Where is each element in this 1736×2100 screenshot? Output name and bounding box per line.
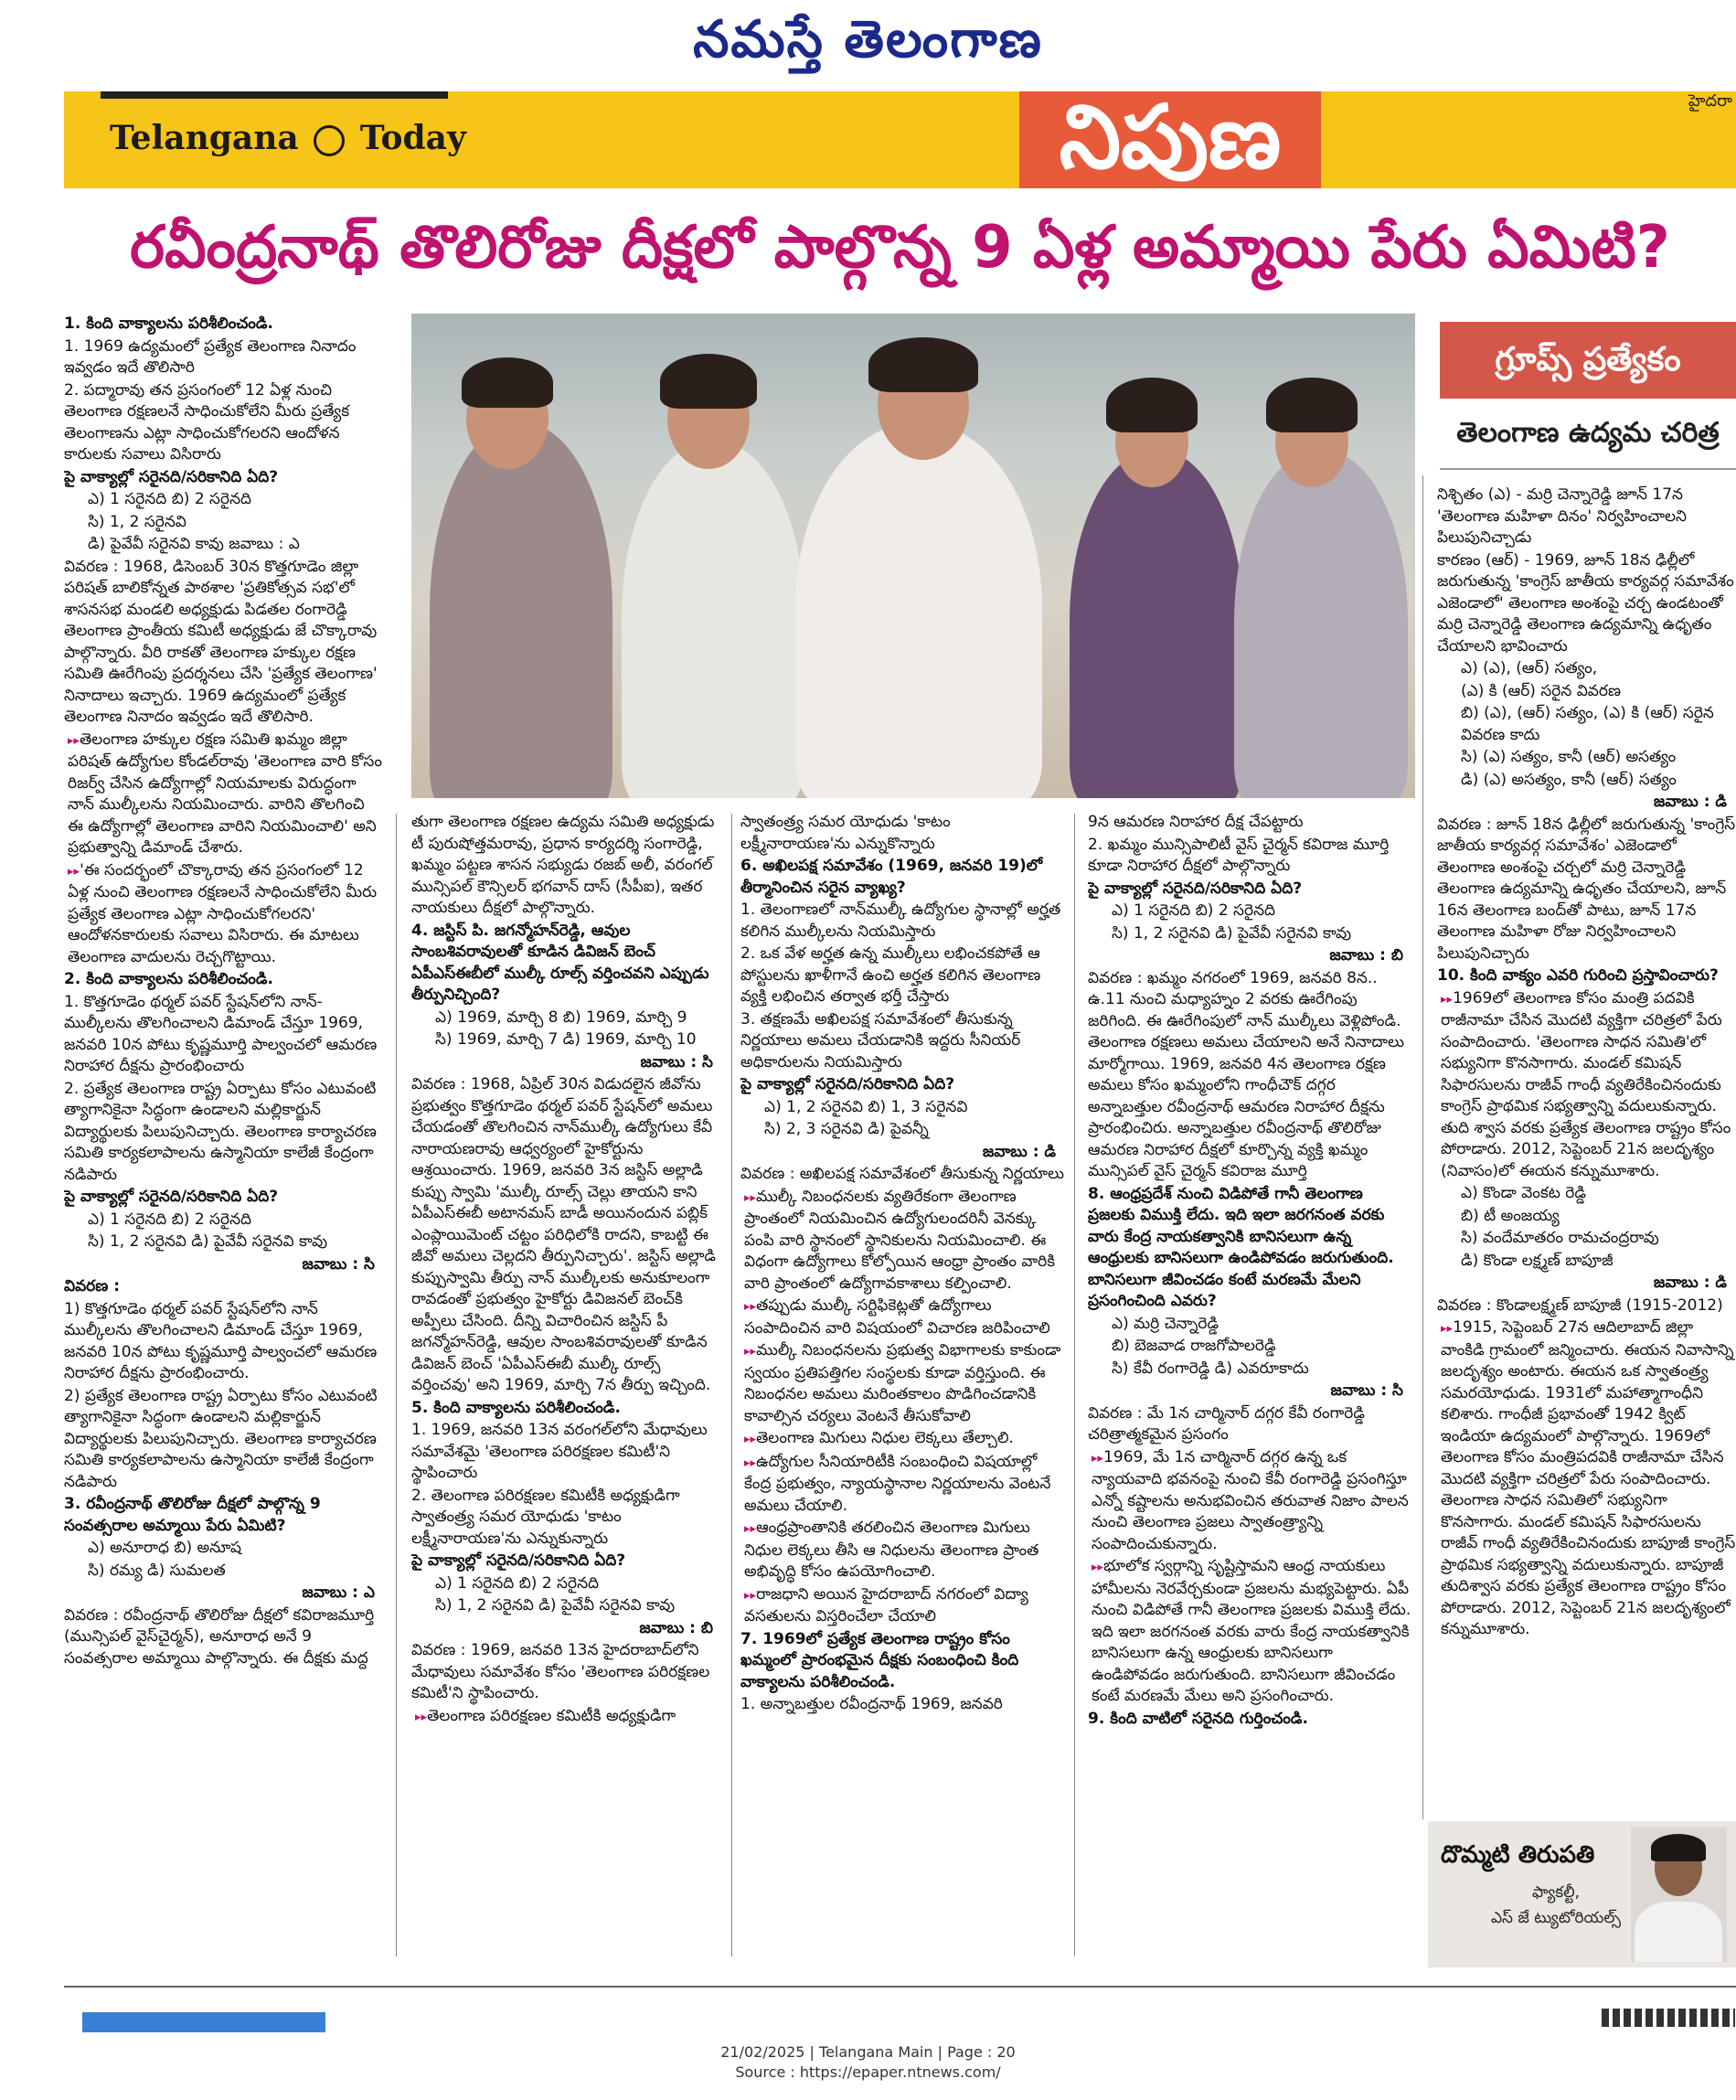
masthead bbox=[0, 0, 1736, 87]
option-text: ఎ) 1 సరైనది బి) 2 సరైనది bbox=[435, 1573, 600, 1593]
question-text: 4. జస్టిస్ పి. జగన్మోహన్‌రెడ్డి, ఆవుల సాంబశివరావులతో కూడిన డివిజన్ బెంచ్ ఏపీఎస్‌ఈబీలో ముల్కీ రూల్స్ వర్తించవని ఎప్పుడు తీర్పునిచ్చింది? bbox=[411, 921, 709, 1004]
option-text: ఎ) (ఎ), (ఆర్) సత్యం, bbox=[1461, 659, 1598, 677]
person-hair bbox=[462, 357, 553, 408]
answer-text: జవాబు : సి bbox=[1330, 1381, 1403, 1400]
answer-text: జవాబు : బి bbox=[639, 1618, 713, 1637]
question-text: పై వాక్యాల్లో సరైనది/సరికానిది ఏది? bbox=[411, 1551, 626, 1570]
question-text: 6. అఖిలపక్ష సమావేశం (1969, జనవరి 19)లో తీర్మానించిన సరైన వ్యాఖ్య? bbox=[740, 857, 1043, 897]
question-text: పై వాక్యాల్లో సరైనది/సరికానిది ఏది? bbox=[64, 467, 279, 486]
answer-text: జవాబు : ఎ bbox=[302, 1583, 375, 1602]
question-text: 1. కింది వాక్యాలను పరిశీలించండి. bbox=[64, 314, 273, 333]
option-text: సి) 1, 2 సరైనవి డి) పైవేవీ సరైనవి కావు bbox=[1112, 923, 1352, 943]
person-figure bbox=[622, 442, 804, 798]
column-divider bbox=[1422, 475, 1423, 1819]
paragraph-text: 3. తక్షణమే అఖిలపక్ష సమావేశంలో తీసుకున్న నిర్ణయాలు అమలు చేయడానికి ఇద్దరు సీనియర్ అధికారులను నియమిస్తారు bbox=[740, 1009, 1021, 1071]
option-text: సి) 1969, మార్చి 7 డి) 1969, మార్చి 10 bbox=[435, 1030, 697, 1049]
paragraph-text: వివరణ : 1968, డిసెంబర్ 30న కొత్తగూడెం జిల్లా పరిషత్ బాలికోన్నత పాఠశాల 'ప్రతికోత్సవ సభ'లో శాసనసభ మండలి అధ్యక్షుడు పిడతల రంగారెడ్డి తెలంగాణ ప్రాంతీయ కమిటీ అధ్యక్షుడు జే చొక్కారావు పాల్గొన్నారు. వీరి రాకతో తెలంగాణ హక్కుల రక్షణ సమితి ఊరేగింపు ప్రదర్శనలు చేసి 'ప్రత్యేక తెలంగాణ' నినాదాలు ఇచ్చారు. 1969 ఉద్యమంలో ప్రత్యేక తెలంగాణ నినాదం ఇవ్వడం ఇదే తొలిసారి. bbox=[64, 557, 378, 726]
source-link[interactable]: Source : https://epaper.ntnews.com/ bbox=[735, 2063, 1001, 2081]
option-text: ఎ) కొండా వెంకట రెడ్డి bbox=[1461, 1184, 1586, 1202]
bottom-rule bbox=[64, 1986, 1736, 1988]
paragraph-text: 2. ఖమ్మం మున్సిపాలిటీ వైస్ చైర్మన్ కవిరాజ మూర్తి కూడా నిరాహార దీక్షలో పాల్గొన్నారు bbox=[1088, 835, 1390, 875]
column-4 bbox=[1088, 812, 1412, 1959]
column-divider bbox=[731, 814, 732, 1956]
column-divider bbox=[1074, 814, 1075, 1956]
column-1 bbox=[64, 314, 384, 1959]
option-text: ఎ) 1 సరైనది బి) 2 సరైనది bbox=[1112, 901, 1276, 920]
column-2 bbox=[411, 812, 722, 1959]
bullet-text: ▸▸ 'ఈ సందర్భంలో చొక్కారావు తన ప్రసంగంలో 12 ఏళ్ల నుంచి తెలంగాణ రక్షణలనే సాధించుకోలేని మీరు ప్రత్యేక తెలంగాణ ఎట్లా సాధించుకోగలరని' ఆందోళనకారులకు సవాలు విసిరారు. ఈ మాటలు తెలంగాణ వాదులను రెచ్చగొట్టాయి. bbox=[64, 860, 384, 969]
author-box bbox=[1428, 1821, 1736, 1967]
edition-info: 21/02/2025 | Telangana Main | Page : 20 bbox=[720, 2043, 1016, 2061]
option-text: బి) (ఎ), (ఆర్) సత్యం, (ఎ) కి (ఆర్) సరైన వివరణ కాదు bbox=[1461, 704, 1714, 744]
paragraph-text: వివరణ : కొండాలక్ష్మణ్ బాపూజీ (1915-2012) bbox=[1437, 1295, 1723, 1315]
page-footer bbox=[0, 2042, 1736, 2083]
telangana-today-logo bbox=[110, 119, 466, 157]
paragraph-text: వివరణ : ఖమ్మం నగరంలో 1969, జనవరి 8న.. ఉ.11 నుంచి మధ్యాహ్నం 2 వరకు ఊరేగింపు జరిగింది. ఈ ఊరేగింపులో నాన్ ముల్కీలు వెళ్లిపోండి. తెలంగాణ రక్షణలు అమలు చేయాలని అనే నినాదాలు మార్మోగాయి. 1969, జనవరి 4న తెలంగాణ రక్షణ అమలు కోసం ఖమ్మంలోని గాంధీచౌక్ దగ్గర అన్నాబత్తుల రవీంద్రనాథ్ ఆమరణ నిరాహార దీక్షను ప్రారంభించిరు. అన్నాబత్తుల రవీంద్రనాథ్ తొలిరోజు ఆమరణ నిరాహార దీక్షలో కూర్చొన్న వ్యక్తి ఖమ్మం మున్సిపల్ వైస్ చైర్మన్ కవిరాజ మూర్తి bbox=[1088, 968, 1405, 1180]
answer-text: జవాబు : సి bbox=[302, 1254, 375, 1274]
groups-special-label: గ్రూప్స్ ప్రత్యేకం bbox=[1440, 322, 1736, 399]
bullet-text: ▸▸ తెలంగాణ మిగులు నిధుల లెక్కలు తేల్చాలి. bbox=[740, 1428, 1065, 1451]
paragraph-text: 2. పద్మారావు తన ప్రసంగంలో 12 ఏళ్ల నుంచి తెలంగాణ రక్షణలనే సాధించుకోలేని మీరు ప్రత్యేక తెలంగాణను ఎట్లా సాధించుకోగలరని ఆందోళన కారులకు సవాలు విసిరారు bbox=[64, 380, 350, 464]
paragraph-text: తుగా తెలంగాణ రక్షణల ఉద్యమ సమితి అధ్యక్షుడు టీ పురుషోత్తమరావు, ప్రధాన కార్యదర్శి సంగారెడ్డి, ఖమ్మం పట్టణ శాసన సభ్యుడు రజబ్ అలీ, వరంగల్ మున్సిపల్ కౌన్సిలర్ భగవాన్ దాస్ (సీపీఐ), ఇతర నాయకులు దీక్షలో పాల్గొన్నారు. bbox=[411, 813, 715, 917]
question-text: 5. కింది వాక్యాలను పరిశీలించండి. bbox=[411, 1398, 621, 1417]
bullet-text: ▸▸ రాజధాని అయిన హైదరాబాద్ నగరంలో విద్యా వసతులను విస్తరించేలా చేయాలి bbox=[740, 1584, 1065, 1628]
side-header bbox=[1440, 322, 1736, 468]
banner-corner-text: హైదరా bbox=[1688, 91, 1732, 111]
brand-word-2: Today bbox=[359, 119, 466, 157]
paragraph-text: 9న ఆమరణ నిరాహార దీక్ష చేపట్టారు bbox=[1088, 813, 1304, 831]
person-figure bbox=[795, 423, 1042, 798]
question-text: పై వాక్యాల్లో సరైనది/సరికానిది ఏది? bbox=[740, 1075, 955, 1093]
option-text: ఎ) 1, 2 సరైనవి బి) 1, 3 సరైనవి bbox=[764, 1097, 968, 1116]
paragraph-text: వివరణ : 1969, జనవరి 13న హైదరాబాద్‌లోని మేధావులు సమావేశం కోసం 'తెలంగాణ పరిరక్షణల కమిటీ'ని స్థాపించారు. bbox=[411, 1641, 710, 1702]
answer-text: జవాబు : డి bbox=[1653, 1274, 1727, 1292]
person-figure bbox=[1070, 451, 1243, 798]
bullet-text: ▸▸ తెలంగాణ హక్కుల రక్షణ సమితి ఖమ్మం జిల్లా పరిషత్ ఉద్యోగుల కోండల్‌రావు 'తెలంగాణ వారి కోసం రిజర్వ్ చేసిన ఉద్యోగాల్లో నియమాలకు విరుద్ధంగా నాన్ ముల్కీలను నియమించారు. వారిని తొలగించి ఈ ఉద్యోగాల్లో తెలంగాణ వారిని నియమించాలి' అని ప్రభుత్వాన్ని డిమాండ్ చేశారు. bbox=[64, 730, 384, 859]
question-text: పై వాక్యాల్లో సరైనది/సరికానిది ఏది? bbox=[1088, 879, 1303, 898]
section-title: నిపుణ bbox=[1019, 91, 1321, 188]
question-text: 2. కింది వాక్యాలను పరిశీలించండి. bbox=[64, 970, 273, 988]
barcode-strip bbox=[1602, 2009, 1735, 2027]
paragraph-text: వివరణ : 1968, ఏప్రిల్ 30న విడుదలైన జీవోను ప్రభుత్వం కొత్తగూడెం థర్మల్ పవర్ స్టేషన్‌లో అమలు చేయడంతో తొలగించిన నాన్‌ముల్కీ ఉద్యోగులు కేవీ నారాయణరావు ఆధ్వర్యంలో హైకోర్టును ఆశ్రయించారు. 1969, జనవరి 3న జస్టిస్ అల్లాడి కుప్పు స్వామి 'ముల్కీ రూల్స్ చెల్లు తాయని కాని ఏపీఎస్‌ఈబీ అటానమస్ బాడీ అయినందున పబ్లిక్ ఎంప్లాయిమెంట్ చట్టం పరిధిలోకి రాదని, కాబట్టి ఈ జీవో అమలు చెల్లదని తీర్పునిచ్చారు'. జస్టిస్ అల్లాడి కుప్పుస్వామి తీర్పు నాన్ ముల్కీలకు అనుకూలంగా రావడంతో ప్రభుత్వం హైకోర్టు డివిజనల్ బెంచ్‌కి అప్పీలు చేసింది. దీన్ని విచారించిన జస్టిస్ పీ జగన్మోహన్‌రెడ్డి, ఆవుల సాంబశివరావులతో కూడిన డివిజన్ బెంచ్ 'ఏపీఎస్‌ఈబీ ముల్కీ రూల్స్ వర్తించవు' అని 1969, మార్చి 7న తీర్పు ఇచ్చింది. bbox=[411, 1075, 716, 1394]
bullet-text: ▸▸ ముల్కీ నిబంధనలను ప్రభుత్వ విభాగాలకు కాకుండా స్వయం ప్రతిపత్తిగల సంస్థలకు కూడా వర్తిస్తుంది. ఈ నిబంధనల అమలు మరింతకాలం పొడిగించడానికి కావాల్సిన చర్యలు వెంటనే తీసుకోవాలి bbox=[740, 1340, 1065, 1427]
option-text: ఎ) 1 సరైనది బి) 2 సరైనది bbox=[88, 1210, 252, 1229]
question-text: పై వాక్యాల్లో సరైనది/సరికానిది ఏది? bbox=[64, 1188, 279, 1206]
option-text: డి) పైవేవీ సరైనవి కావు జవాబు : ఎ bbox=[88, 535, 300, 553]
paragraph-text: 2. ఒక వేళ అర్హత ఉన్న ముల్కీలు లభించకపోతే ఆ పోస్టులను ఖాళీగానే ఉంచి అర్హత కలిగిన తెలంగాణ వ్యక్తి లభించిన తర్వాత భర్తీ చేస్తారు bbox=[740, 944, 1041, 1006]
author-body bbox=[1635, 1902, 1722, 1962]
person-hair bbox=[1106, 378, 1198, 432]
option-text: సి) (ఎ) సత్యం, కానీ (ఆర్) అసత్యం bbox=[1461, 748, 1677, 766]
paragraph-text: స్వాతంత్ర్య సమర యోధుడు 'కాటం లక్ష్మీనారాయణ'ను ఎన్నుకొన్నారు bbox=[740, 813, 951, 853]
option-text: సి) వందేమాతరం రామచంద్రరావు bbox=[1461, 1229, 1659, 1247]
bullet-text: ▸▸ తప్పుడు ముల్కీ సర్టిఫికెట్లతో ఉద్యోగాలు సంపాదించిన వారి విషయంలో విచారణ జరిపించాలి bbox=[740, 1295, 1065, 1339]
newspaper-logo: నమస్తే తెలంగాణ bbox=[693, 9, 1043, 69]
person-figure bbox=[430, 423, 612, 798]
option-text: డి) కొండా లక్ష్మణ్ బాపూజీ bbox=[1461, 1251, 1614, 1270]
column-divider bbox=[396, 814, 397, 1956]
option-text: సి) కేవీ రంగారెడ్డి డి) ఎవరూకాదు bbox=[1112, 1359, 1309, 1378]
column-5 bbox=[1437, 485, 1736, 1815]
bullet-text: ▸▸ ఉద్యోగుల సీనియారిటీకి సంబంధించి విషయాల్లో కేంద్ర ప్రభుత్వం, న్యాయస్థానాల నిర్ణయాలను వెంటనే అమలు చేయాలి. bbox=[740, 1452, 1065, 1518]
person-hair bbox=[868, 337, 978, 392]
paragraph-text: 2. తెలంగాణ పరిరక్షణల కమిటీకి అధ్యక్షుడిగా స్వాతంత్ర్య సమర యోధుడు 'కాటం లక్ష్మీనారాయణ'ను ఎన్నుకున్నారు bbox=[411, 1486, 680, 1548]
person-hair bbox=[660, 354, 757, 409]
author-photo bbox=[1631, 1827, 1727, 1962]
page-headline: రవీంద్రనాథ్ తొలిరోజు దీక్షలో పాల్గొన్న 9 ఏళ్ల అమ్మాయి పేరు ఏమిటి? bbox=[130, 214, 1670, 282]
bullet-text: ▸▸ 1915, సెప్టెంబర్ 27న ఆదిలాబాద్ జిల్లా వాంకిడి గ్రామంలో జన్మించారు. ఈయన నివాసాన్ని జలదృశ్యం అంటారు. ఈయన ఒక స్వాతంత్ర్య సమరయోధుడు. 1931లో మహాత్మాగాంధీని కలిశారు. గాంధీజీ ప్రభావంతో 1942 క్విట్ ఇండియా ఉద్యమంలో పాల్గొన్నారు. 1969లో తెలంగాణ కోసం మంత్రిపదవికి రాజీనామా చేసిన మొదటి వ్యక్తిగా చరిత్రలో పేరు సంపాదించారు. తెలంగాణ సాధన సమితిలో సభ్యునిగా కొనసాగారు. మండల్ కమిషన్ సిఫారసులను రాజీవ్ గాంధీ వ్యతిరేకించినందుకు బాపూజీ కాంగ్రెస్ ప్రాథమిక సభ్యత్వాన్ని వదులుకున్నారు. బాపూజీ తుదిశ్వాస వరకు ప్రత్యేక తెలంగాణ రాష్ట్రం కోసం పోరాడారు. 2012, సెప్టెంబర్ 21న జలదృశ్యంలో కన్నుమూశారు. bbox=[1437, 1317, 1736, 1641]
paragraph-text: 1. కొత్తగూడెం థర్మల్ పవర్ స్టేషన్‌లోని నాన్-ముల్కీలను తొలగించాలని డిమాండ్ చేస్తూ 1969, జనవరి 10న పోటు కృష్ణమూర్తి పాల్వంచలో ఆమరణ నిరాహార దీక్షను ప్రారంభించారు bbox=[64, 992, 378, 1075]
option-text: ఎ) 1969, మార్చి 8 బి) 1969, మార్చి 9 bbox=[435, 1007, 687, 1027]
question-text: 7. 1969లో ప్రత్యేక తెలంగాణ రాష్ట్రం కోసం ఖమ్మంలో ప్రారంభమైన దీక్షకు సంబంధించి కింది వాక్యాలను పరిశీలించండి. bbox=[740, 1629, 1019, 1691]
paragraph-text: 1. 1969, జనవరి 13న వరంగల్‌లోని మేధావులు సమావేశమై 'తెలంగాణ పరిరక్షణల కమిటీ'ని స్థాపించారు bbox=[411, 1421, 708, 1482]
column-3 bbox=[740, 812, 1065, 1959]
author-role: ఫ్యాకల్టీ, bbox=[1531, 1883, 1581, 1902]
paragraph-text: 2. ప్రత్యేక తెలంగాణ రాష్ట్ర ఏర్పాటు కోసం ఎటువంటి త్యాగానికైనా సిద్ధంగా ఉండాలని మల్లికార్జున్ విద్యార్థులకు పిలుపునిచ్చారు. తెలంగాణ కార్యాచరణ సమితి కార్యకలాపాలను ఉస్మానియా కాలేజీ కేంద్రంగా నడిపారు bbox=[64, 1079, 377, 1184]
question-text: 8. ఆంధ్రప్రదేశ్ నుంచి విడిపోతే గానీ తెలంగాణ ప్రజలకు విముక్తి లేదు. ఇది ఇలా జరగనంత వరకు వారు కేంద్ర నాయకత్వానికి బానిసలుగా ఉన్న ఆంధ్రులకు బానిసలుగా ఉండిపోవడం జరుగుతుంది. బానిసలుగా జీవించడం కంటే మరణమే మేలని ప్రసంగించింది ఎవరు? bbox=[1088, 1184, 1394, 1310]
bullet-text: ▸▸ 1969, మే 1న చార్మినార్ దగ్గర ఉన్న ఒక న్యాయవాది భవనంపై నుంచి కేవీ రంగారెడ్డి ప్రసంగిస్తూ ఎన్నో కష్టాలను అనుభవించిన తరువాత నిజాం పాలన నుంచి తెలంగాణ ప్రజలు స్వాతంత్ర్యాన్ని సంపాదించుకున్నారు. bbox=[1088, 1447, 1412, 1556]
paragraph-text: వివరణ : జూన్ 18న ఢిల్లీలో జరుగుతున్న 'కాంగ్రెస్ జాతీయ కార్యవర్గ సమావేశం' ఎజెండాలో తెలంగాణ అంశంపై చర్చలో మర్రి చెన్నారెడ్డి తెలంగాణ ఉద్యమాన్ని ఉధృతం చేయాలని, జూన్ 16న తెలంగాణ బంద్‌తో పాటు, జూన్ 17న తెలంగాణ మహిళా రోజు నిర్వహించాలని పిలుపునిచ్చారు bbox=[1437, 815, 1736, 963]
option-text: ఎ) 1 సరైనది బి) 2 సరైనది bbox=[88, 490, 252, 508]
question-text: 10. కింది వాక్యం ఎవరి గురించి ప్రస్తావించారు? bbox=[1437, 966, 1719, 985]
paragraph-text: 1) కొత్తగూడెం థర్మల్ పవర్ స్టేషన్‌లోని నాన్ ముల్కీలను తొలగించాలని డిమాండ్ చేస్తూ 1969, జనవరి 10న పోటు కృష్ణమూర్తి పాల్వంచలో ఆమరణ నిరాహార దీక్షను ప్రారంభించారు. bbox=[64, 1299, 378, 1382]
emblem-icon bbox=[314, 125, 345, 156]
bullet-text: ▸▸ 1969లో తెలంగాణ కోసం మంత్రి పదవికి రాజీనామా చేసిన మొదటి వ్యక్తిగా చరిత్రలో పేరు సంపాదించారు. 'తెలంగాణ సాధన సమితి'లో సభ్యునిగా కొనసాగారు. మండల్ కమిషన్ సిఫారసులను రాజీవ్ గాంధీ వ్యతిరేకించినందుకు కాంగ్రెస్ ప్రాథమిక సభ్యత్వాన్ని వదులుకున్నారు. తుది శ్వాస వరకు ప్రత్యేక తెలంగాణ రాష్ట్రం కోసం పోరాడారు. 2012, సెప్టెంబర్ 21న జలదృశ్యం (నివాసం)లో ఈయన కన్నుమూశారు. bbox=[1437, 988, 1736, 1183]
author-org: ఎస్ జే ట్యుటోరియల్స్ bbox=[1490, 1909, 1622, 1927]
option-text: ఎ) అనూరాధ బి) అనూష bbox=[88, 1539, 241, 1557]
banner-stripe bbox=[101, 91, 448, 99]
option-text: సి) రమ్య డి) సుమలత bbox=[88, 1561, 226, 1580]
paragraph-text: నిశ్చితం (ఎ) - మర్రి చెన్నారెడ్డి జూన్ 17న 'తెలంగాణ మహిళా దినం' నిర్వహించాలని పిలుపునిచ్చాడు bbox=[1437, 485, 1687, 547]
question-text: 9. కింది వాటిలో సరైనది గుర్తించండి. bbox=[1088, 1709, 1308, 1728]
option-text: సి) 1, 2 సరైనవి bbox=[88, 512, 186, 531]
topic-label: తెలంగాణ ఉద్యమ చరిత్ర bbox=[1440, 399, 1736, 470]
paragraph-text: 2) ప్రత్యేక తెలంగాణ రాష్ట్ర ఏర్పాటు కోసం ఎటువంటి త్యాగానికైనా సిద్ధంగా ఉండాలని మల్లికార్జున్ విద్యార్థులకు పిలుపునిచ్చారు. తెలంగాణ కార్యాచరణ సమితి కార్యకలాపాలను ఉస్మానియా కాలేజీ కేంద్రంగా నడిపారు bbox=[64, 1386, 378, 1491]
bullet-text: ▸▸ ముల్కీ నిబంధనలకు వ్యతిరేకంగా తెలంగాణ ప్రాంతంలో నియమించిన ఉద్యోగులందరినీ వెనక్కు పంపి వారి స్థానంలో స్థానికులను నియమించాలి. ఈ విధంగా ఉద్యోగాలు కోల్పోయిన ఆంధ్రా ప్రాంతం వారికి వారి ప్రాంతంలో ఉద్యోగావకాశాలు కల్పించాలి. bbox=[740, 1187, 1065, 1295]
person-figure bbox=[1234, 451, 1408, 798]
historical-photo bbox=[411, 314, 1415, 798]
option-text: సి) 1, 2 సరైనవి డి) పైవేవీ సరైనవి కావు bbox=[435, 1596, 676, 1615]
brand-word-1: Telangana bbox=[110, 119, 299, 157]
bullet-text: ▸▸ తెలంగాణ పరిరక్షణల కమిటీకి అధ్యక్షుడిగా bbox=[411, 1706, 722, 1729]
answer-text: జవాబు : బి bbox=[1329, 946, 1403, 965]
option-text: సి) 2, 3 సరైనవి డి) పైవన్నీ bbox=[764, 1120, 929, 1138]
option-text: బి) టీ అంజయ్య bbox=[1461, 1206, 1560, 1225]
question-text: 3. రవీంద్రనాథ్ తొలిరోజు దీక్షలో పాల్గొన్న 9 సంవత్సరాల అమ్మాయి పేరు ఏమిటి? bbox=[64, 1495, 321, 1535]
paragraph-text: వివరణ : మే 1న చార్మినార్ దగ్గర కేవీ రంగారెడ్డి చరిత్రాత్మకమైన ప్రసంగం bbox=[1088, 1403, 1365, 1444]
author-hair bbox=[1651, 1834, 1706, 1861]
answer-text: జవాబు : డి bbox=[982, 1142, 1056, 1161]
person-hair bbox=[1266, 378, 1358, 432]
paragraph-text: వివరణ : రవీంద్రనాథ్ తొలిరోజు దీక్షలో కవిరాజమూర్తి (మున్సిపల్ వైస్‌చైర్మన్), అనూరాధ అనే 9 సంవత్సరాల అమ్మాయి పాల్గొన్నారు. ఈ దీక్షకు మద్ద bbox=[64, 1605, 375, 1668]
paragraph-text: 1. 1969 ఉద్యమంలో ప్రత్యేక తెలంగాణ నినాదం ఇవ్వడం ఇదే తొలిసారి bbox=[64, 336, 357, 377]
answer-text: జవాబు : డి bbox=[1653, 793, 1727, 811]
blue-strip bbox=[82, 2012, 325, 2032]
paragraph-text: 1. తెలంగాణలో నాన్‌ముల్కీ ఉద్యోగుల స్థానాల్లో అర్హత కలిగిన ముల్కీలను నియమిస్తారు bbox=[740, 901, 1061, 941]
paragraph-text: 1. అన్నాబత్తుల రవీంద్రనాథ్ 1969, జనవరి bbox=[740, 1695, 1003, 1713]
option-text: డి) (ఎ) అసత్యం, కానీ (ఆర్) సత్యం bbox=[1461, 770, 1677, 789]
option-text: (ఎ) కి (ఆర్) సరైన వివరణ bbox=[1461, 681, 1621, 700]
option-text: ఎ) మర్రి చెన్నారెడ్డి bbox=[1112, 1314, 1219, 1333]
question-text: వివరణ : bbox=[64, 1277, 121, 1295]
bullet-text: ▸▸ ఆంధ్రప్రాంతానికి తరలించిన తెలంగాణ మిగులు నిధుల లెక్కలు తీసి ఆ నిధులను తెలంగాణ ప్రాంత అభివృద్ధి కోసం ఉపయోగించాలి. bbox=[740, 1518, 1065, 1583]
bullet-text: ▸▸ భూలోక స్వర్గాన్ని సృష్టిస్తామని ఆంధ్ర నాయకులు హామీలను నెరవేర్చకుండా ప్రజలను మభ్యపెట్టారు. ఏపీ నుంచి విడిపోతే గానీ తెలంగాణ ప్రజలకు విముక్తి లేదు. ఇది ఇలా జరగనంత వరకు వారు కేంద్ర నాయకత్వానికి బానిసలుగా ఉన్న ఆంధ్రులకు బానిసలుగా ఉండిపోవడం జరుగుతుంది. బానిసలుగా జీవించడం కంటే మరణమే మేలు అని ప్రసంగించారు. bbox=[1088, 1556, 1412, 1708]
paragraph-text: కారణం (ఆర్) - 1969, జూన్ 18న ఢిల్లీలో జరుగుతున్న 'కాంగ్రెస్ జాతీయ కార్యవర్గ సమావేశం ఎజెండాలో' తెలంగాణ అంశంపై చర్చ ఉండటంతో మర్రి చెన్నారెడ్డి తెలంగాణ ఉద్యమాన్ని ఉధృతం చేయాలని భావించారు bbox=[1437, 550, 1734, 656]
paragraph-text: వివరణ : అఖిలపక్ష సమావేశంలో తీసుకున్న నిర్ణయాలు bbox=[740, 1165, 1065, 1183]
answer-text: జవాబు : సి bbox=[640, 1052, 713, 1071]
section-banner bbox=[64, 91, 1736, 188]
option-text: సి) 1, 2 సరైనవి డి) పైవేవీ సరైనవి కావు bbox=[88, 1232, 328, 1251]
author-name: దొమ్మటి తిరుపతి bbox=[1441, 1841, 1595, 1869]
option-text: బి) బెజవాడ రాజగోపాలరెడ్డి bbox=[1112, 1337, 1276, 1355]
